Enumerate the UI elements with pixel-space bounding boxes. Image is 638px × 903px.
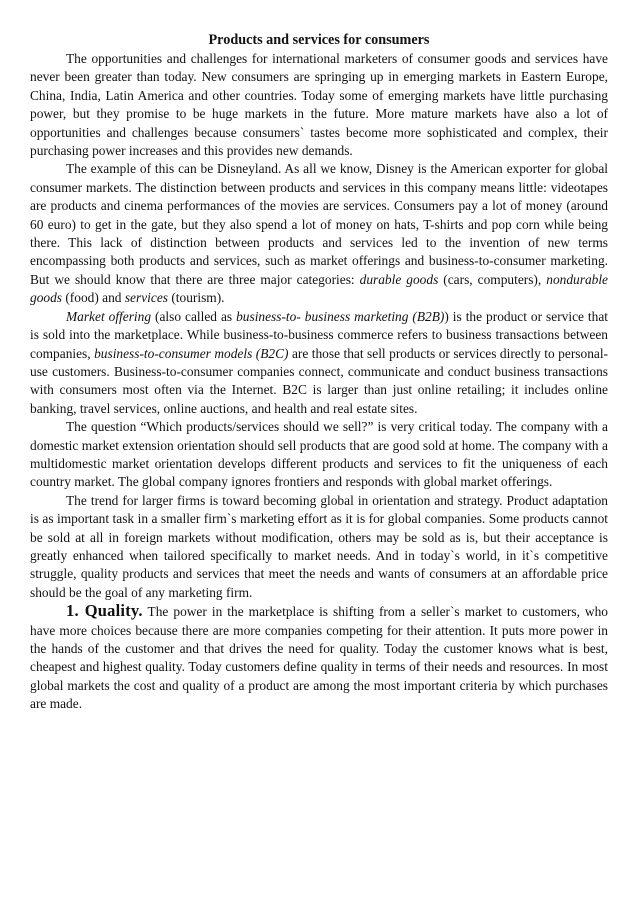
term-market-offering: Market offering [66, 308, 152, 324]
page-title: Products and services for consumers [208, 32, 430, 48]
paragraph-trend: The trend for larger firms is toward becoming global in orientation and strategy. Product adaptation is as important task in a smaller firm`s marketing effort as it is for global companies. Some products cannot be sold at all in foreign markets without modification, others may be sold as is, but their acceptance is greatly enhanced when tailored specifically to market needs. And in today`s world, in it`s competitive struggle, quality products and services that meet the needs and wants of consumers at an affordable price should be the goal of any marketing firm. [30, 492, 608, 600]
paragraph-question: The question “Which products/services should we sell?” is very critical today. The company with a domestic market extension orientation should sell products that are good sold at home. The company with a multidomestic market orientation develops different products and services to fit the uniqueness of each country market. The global company ignores frontiers and responds with global market offerings. [30, 419, 608, 490]
paragraph-market-offering-text: (also called as [151, 308, 237, 324]
paragraph-intro: The opportunities and challenges for international marketers of consumer goods and services have never been greater than today. New consumers are springing up in emerging markets in Eastern Europe, China, India, Latin America and other countries. Today some of emerging markets have little purchasing power, but they promise to be huge markets in the future. More mature markets have also a lot of opportunities and challenges because consumers` tastes become more sophisticated and complex, their purchasing power increases and this provides new demands. [30, 51, 608, 159]
paragraph-quality [30, 602, 608, 713]
paragraph-disneyland-text-2: (cars, computers), [438, 271, 547, 287]
paragraph-disneyland [30, 160, 608, 307]
paragraph-market-offering-text-3: are those that sell products or services directly to personal-use customers. Business-to-consumer companies connect, communicate and conduct business transactions with consumers most often via the Internet. B2C is larger than just online retailing; it includes online banking, travel services, online auctions, and health and real estate sites. [30, 345, 609, 416]
paragraph-disneyland-text-4: (tourism). [167, 290, 225, 306]
paragraph-market-offering-text-2: ) is the product or service that is sold into the marketplace. While business-to-business commerce refers to business transactions between companies, [30, 308, 609, 361]
term-services: services [124, 290, 168, 306]
term-b2b: business-to- business marketing (B2B) [236, 308, 445, 324]
paragraph-market-offering [30, 308, 608, 418]
paragraph-disneyland-text-3: (food) and [62, 290, 125, 306]
paragraph-quality-text: The power in the marketplace is shifting from a seller`s market to customers, who have more choices because there are more companies competing for their attention. It puts more power in the hands of the customer and that drives the need for quality. Today the customer knows what is best, cheapest and highest quality. Today customers define quality in terms of their needs and resources. In most global markets the cost and quality of a product are among the most important criteria by which purchases are made. [30, 604, 608, 712]
term-b2c: business-to-consumer models (B2C) [94, 345, 289, 361]
term-durable-goods: durable goods [359, 271, 439, 287]
section-heading-quality: 1. Quality. [66, 601, 143, 621]
paragraph-disneyland-text: The example of this can be Disneyland. As all we know, Disney is the American exporter for global consumer markets. The distinction between products and services in this company means little: videotapes are products and cinema performances of the movies are services. Consumers pay a lot of money (around 60 euro) to get in the gate, but they also spend a lot of money on hats, T-shirts and pop corn while being there. This lack of distinction between products and services led to the invention of new terms encompassing both products and services, such as market offerings and business-to-consumer marketing. But we should know that there are three major categories: [30, 161, 608, 287]
term-nondurable-goods: nondurable goods [30, 271, 608, 306]
document-page [30, 31, 608, 714]
